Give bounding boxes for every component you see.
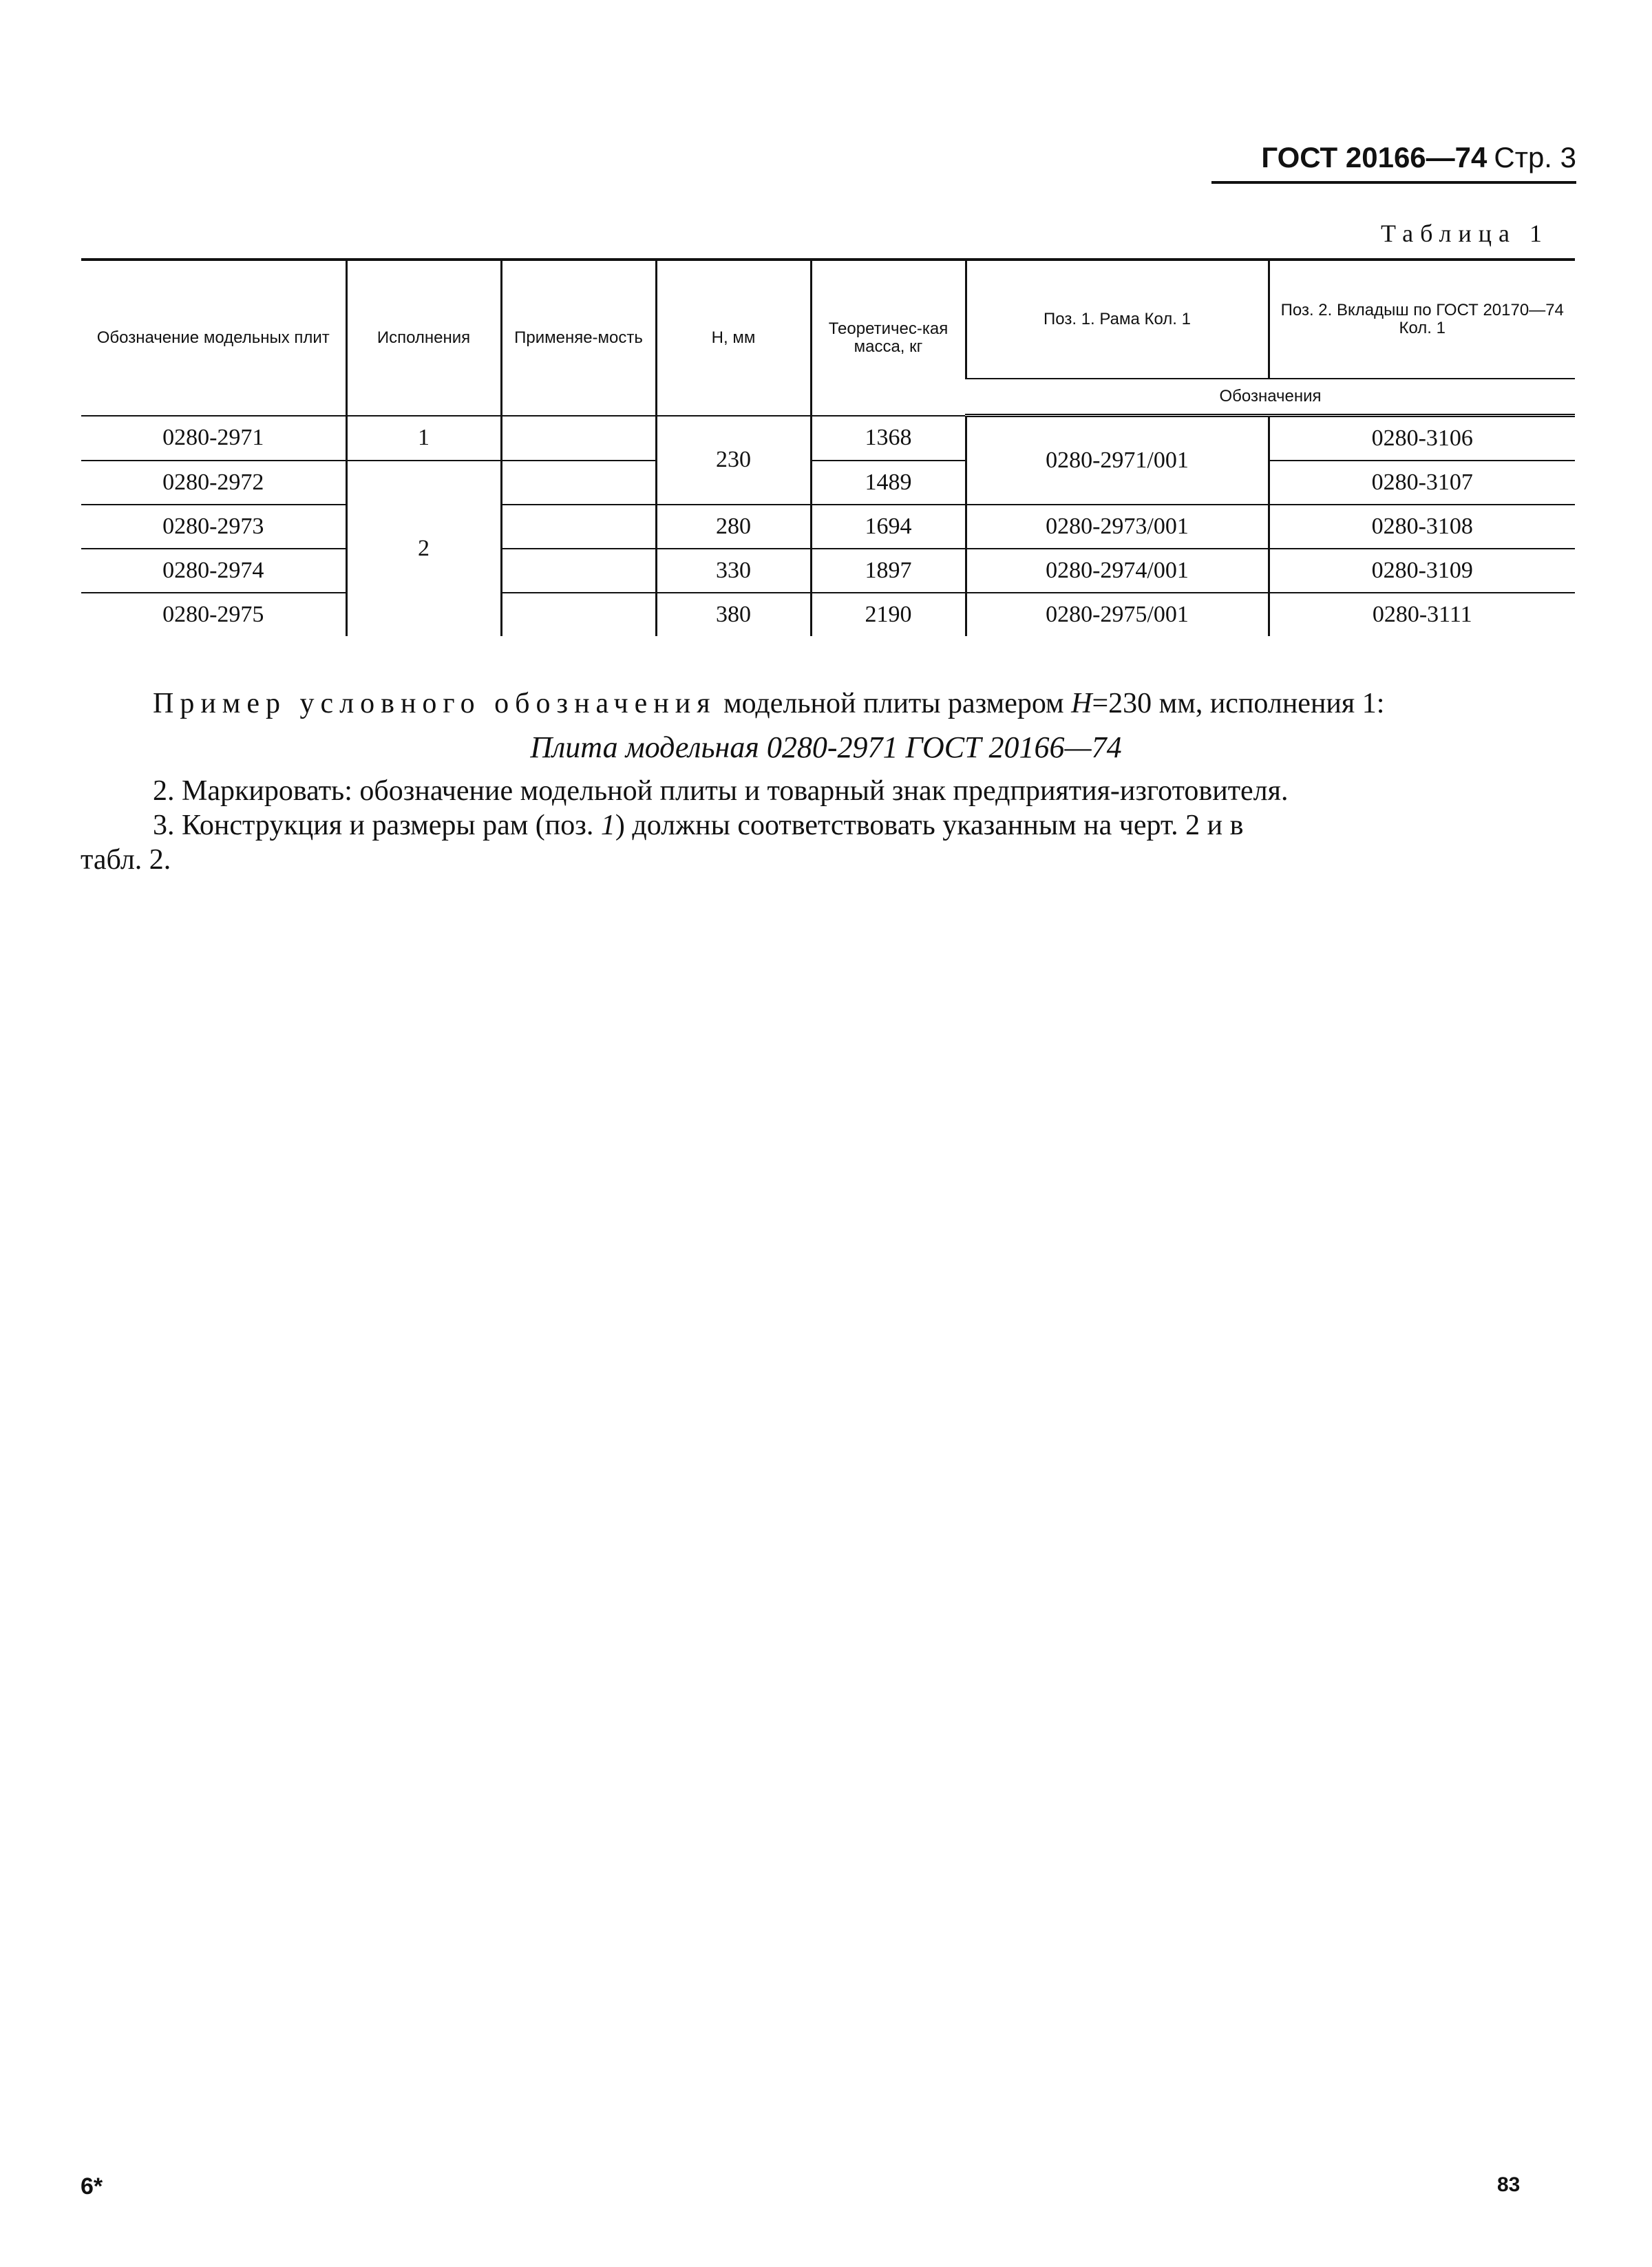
cell-mass: 1489: [811, 461, 966, 505]
item-3-text-a: 3. Конструкция и размеры рам (поз.: [153, 810, 601, 841]
specification-table: [81, 258, 1575, 636]
cell-insert: 0280-3108: [1269, 505, 1575, 549]
col-subheader-designations: Обозначения: [966, 379, 1575, 416]
cell-mass: 1694: [811, 505, 966, 549]
col-header-version: Исполнения: [346, 260, 501, 416]
page-header: [1261, 141, 1576, 174]
col-header-h: H, мм: [656, 260, 811, 416]
cell-h: 230: [656, 416, 811, 505]
col-header-mass: Теоретичес-кая масса, кг: [811, 260, 966, 416]
cell-mass: 1368: [811, 416, 966, 461]
example-heading: Пример условного обозначения: [153, 688, 717, 719]
footer-page-number: 83: [1497, 2173, 1521, 2196]
item-3-text-b: ) должны соответствовать указанным на черт. 2 и в: [615, 810, 1244, 841]
col-header-insert: Поз. 2. Вкладыш по ГОСТ 20170—74 Кол. 1: [1269, 260, 1575, 379]
cell-applicability: [501, 593, 656, 636]
item-3-pos-number: 1: [600, 810, 615, 841]
example-text-2: =230 мм, исполнения 1:: [1092, 688, 1385, 719]
cell-designation: 0280-2971: [81, 416, 346, 461]
cell-frame: 0280-2975/001: [966, 593, 1269, 636]
table-row: [81, 593, 1575, 636]
cell-h: 380: [656, 593, 811, 636]
cell-designation: 0280-2973: [81, 505, 346, 549]
table-row: [81, 416, 1575, 461]
cell-mass: 1897: [811, 549, 966, 593]
example-variable: H: [1071, 688, 1092, 719]
col-header-designation: Обозначение модельных плит: [81, 260, 346, 416]
cell-version: 1: [346, 416, 501, 461]
cell-designation: 0280-2972: [81, 461, 346, 505]
header-rule: [1211, 181, 1576, 184]
cell-applicability: [501, 461, 656, 505]
example-paragraph: [153, 687, 1384, 720]
cell-h: 280: [656, 505, 811, 549]
cell-insert: 0280-3106: [1269, 416, 1575, 461]
footer-left-mark: 6*: [81, 2173, 103, 2200]
standard-number: ГОСТ 20166—74: [1261, 141, 1487, 173]
table-title: Таблица 1: [1381, 220, 1549, 247]
cell-insert: 0280-3107: [1269, 461, 1575, 505]
cell-h: 330: [656, 549, 811, 593]
cell-mass: 2190: [811, 593, 966, 636]
cell-insert: 0280-3109: [1269, 549, 1575, 593]
item-3-continuation: табл. 2.: [81, 844, 171, 876]
cell-version: 2: [346, 461, 501, 636]
cell-frame: 0280-2974/001: [966, 549, 1269, 593]
col-header-frame: Поз. 1. Рама Кол. 1: [966, 260, 1269, 379]
cell-applicability: [501, 549, 656, 593]
cell-frame: 0280-2973/001: [966, 505, 1269, 549]
table-row: [81, 461, 1575, 505]
cell-applicability: [501, 505, 656, 549]
cell-insert: 0280-3111: [1269, 593, 1575, 636]
page-number: Стр. 3: [1494, 141, 1576, 173]
table-row: [81, 505, 1575, 549]
cell-applicability: [501, 416, 656, 461]
cell-designation: 0280-2975: [162, 602, 264, 627]
table-row: [81, 549, 1575, 593]
col-header-applicability: Применяе-мость: [501, 260, 656, 416]
example-text-1: модельной плиты размером: [716, 688, 1072, 719]
item-2-paragraph: 2. Маркировать: обозначение модельной плиты и товарный знак предприятия-изготовителя.: [153, 775, 1289, 807]
item-3-paragraph: [153, 809, 1243, 842]
cell-frame: 0280-2971/001: [966, 416, 1269, 505]
cell-designation: 0280-2974: [81, 549, 346, 593]
designation-example: Плита модельная 0280-2971 ГОСТ 20166—74: [530, 730, 1122, 764]
